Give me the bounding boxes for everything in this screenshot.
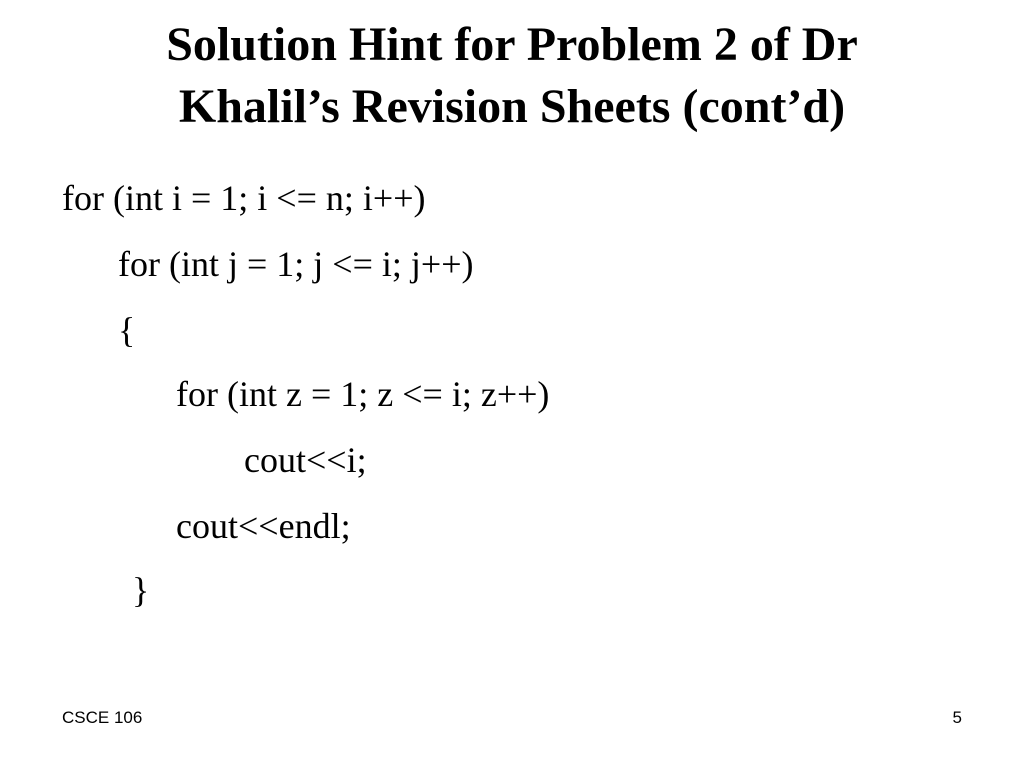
slide-title-line-2: Khalil’s Revision Sheets (cont’d) <box>178 80 846 133</box>
code-line-close-brace: } <box>132 570 150 610</box>
code-line-cout-endl: cout<<endl; <box>176 506 351 546</box>
code-line-open-brace: { <box>118 310 136 350</box>
slide-title-line-1: Solution Hint for Problem 2 of Dr <box>166 18 858 71</box>
code-line-outer-for: for (int i = 1; i <= n; i++) <box>62 178 426 218</box>
slide-number: 5 <box>952 708 962 727</box>
code-line-z-for: for (int z = 1; z <= i; z++) <box>176 374 550 414</box>
slide-title <box>0 14 1024 138</box>
code-line-cout-i: cout<<i; <box>244 440 367 480</box>
footer-course-label: CSCE 106 <box>62 708 143 727</box>
code-line-inner-for: for (int j = 1; j <= i; j++) <box>118 244 474 284</box>
